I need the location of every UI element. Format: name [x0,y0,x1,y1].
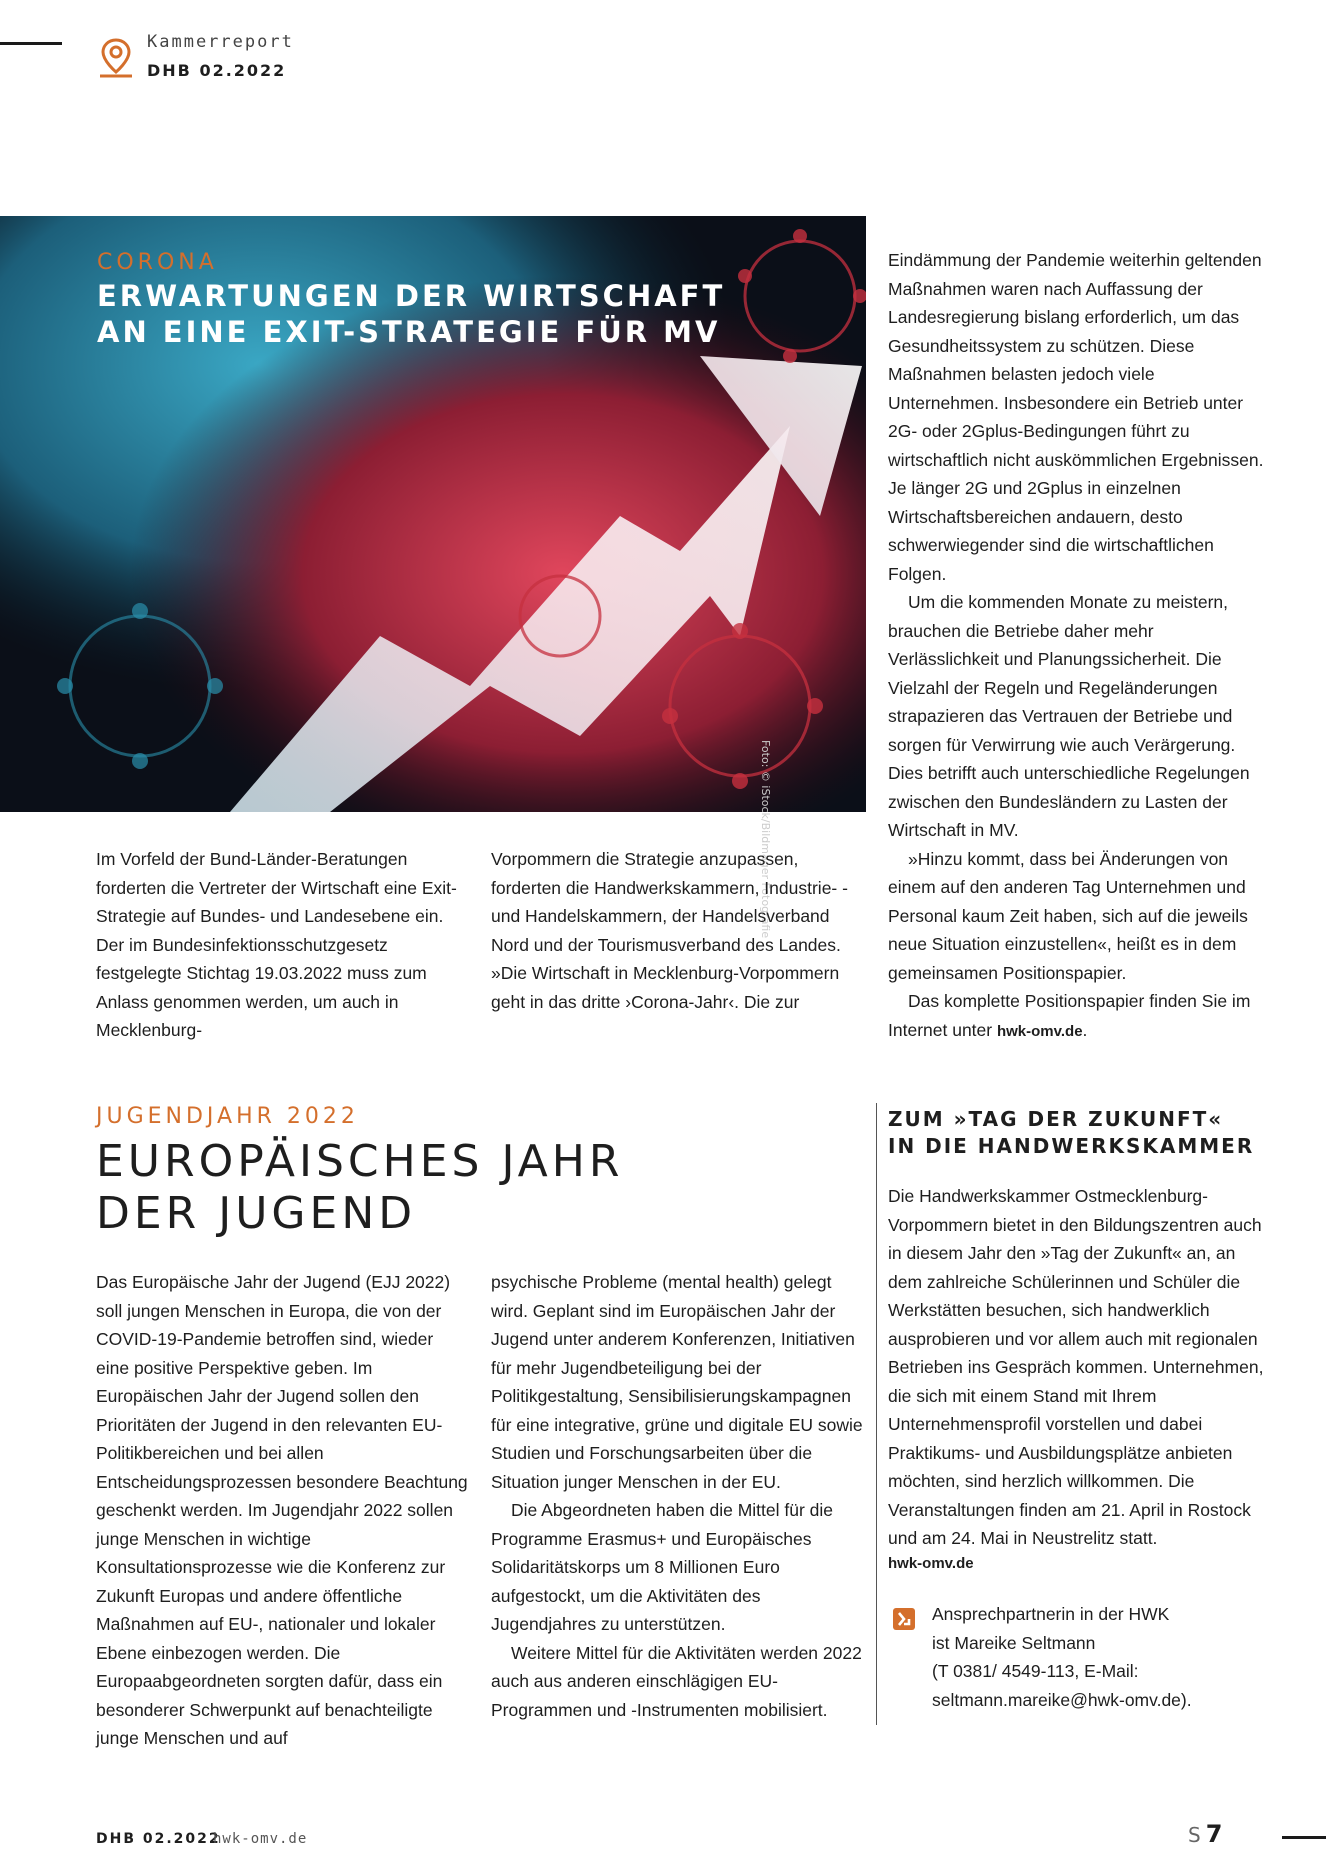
article2-headline-line2: DER JUGEND [96,1188,417,1239]
article2-kicker: JUGENDJAHR 2022 [96,1104,359,1129]
article1-headline-line1: ERWARTUNGEN DER WIRTSCHAFT [97,279,726,313]
article2-col2-p1: psychische Probleme (mental health) gelegt wird. Geplant sind im Europäischen Jahr der Jugend unter anderem Konferenzen, Initiativen für mehr Jugendbeteiligung bei der Politikgestaltung, Sensibilisierungskampagnen für eine integrative, grüne und digitale EU sowie Studien und Forschungsarbeiten über die Situation junger Menschen in der EU. [491,1272,863,1492]
article1-col1: Im Vorfeld der Bund-Länder-Beratungen forderten die Vertreter der Wirtschaft eine Exit-Strategie auf Bundes- und Landesebene ein. Der im Bundesinfektionsschutzgesetz festgelegte Stichtag 19.03.2022 muss zum Anlass genommen werden, um auch in Mecklenburg- [96,849,457,1040]
sidebar-link[interactable]: hwk-omv.de [888,1555,974,1572]
sidebar-contact-line3: (T 0381/ 4549-113, E-Mail: [932,1661,1139,1681]
article1-col3-p3: »Hinzu kommt, dass bei Änderungen von einem auf den anderen Tag Unternehmen und Personal kaum Zeit haben, sich auf die jeweils neue Situation einzustellen«, heißt es in dem gemeinsamen Positionspapier. [888,848,1248,983]
article1-col3-p4-text: Das komplette Positionspapier finden Sie im Internet unter [888,991,1251,1040]
sidebar-title-line2: IN DIE HANDWERKSKAMMER [888,1134,1255,1158]
sidebar-text: Die Handwerkskammer Ostmecklenburg-Vorpommern bietet in den Bildungszentren auch in diesem Jahr den »Tag der Zukunft« an, an dem zahlreiche Schülerinnen und Schüler die Werkstätten besuchen, sich handwerklich ausprobieren und vor allem auch mit regionalen Betrieben ins Gespräch kommen. Unternehmen, die sich mit einem Stand mit Ihrem Unternehmensprofil vorstellen und dabei Praktikums- und Ausbildungsplätze anbieten möchten, sind herzlich willkommen. Die Veranstaltungen finden am 21. April in Rostock und am 24. Mai in Neustrelitz statt. [888,1186,1264,1548]
footer-site[interactable]: hwk-omv.de [213,1831,308,1847]
article1-col3-p2: Um die kommenden Monate zu meistern, brauchen die Betriebe daher mehr Verlässlichkeit und Planungssicherheit. Die Vielzahl der Regeln und Regeländerungen strapazieren das Vertrauen der Betriebe und sorgen für Verwirrung wie auch Verärgerung. Dies betrifft auch unterschiedliche Regelungen zwischen den Bundesländern zu Lasten der Wirtschaft in MV. [888,592,1250,840]
article1-col3-p4 [888,987,1266,1046]
photo-credit: Foto: © iStock/Bildmager Fotografie [759,740,772,939]
article2-headline [96,1136,623,1240]
article1-col2: Vorpommern die Strategie anzupassen, forderten die Handwerkskammern, Industrie- -und Handelskammern, der Handelsverband Nord und der Tourismusverband des Landes. »Die Wirtschaft in Mecklenburg-Vorpommern geht in das dritte ›Corona-Jahr‹. Die zur [491,849,848,1012]
footer-rule-right [1282,1836,1326,1839]
article1-kicker: CORONA [97,250,218,275]
article2-col2 [491,1268,863,1724]
article2-col1: Das Europäische Jahr der Jugend (EJJ 2022) soll jungen Menschen in Europa, die von der COVID-19-Pandemie betroffen sind, wieder eine positive Perspektive geben. Im Europäischen Jahr der Jugend sollen den Prioritäten der Jugend in den relevanten EU-Politikbereichen und bei allen Entscheidungsprozessen besondere Beachtung geschenkt werden. Im Jugendjahr 2022 sollen junge Menschen in wichtige Konsultationsprozesse wie die Konferenz zur Zukunft Europas und andere öffentliche Maßnahmen auf EU-, nationaler und lokaler Ebene einbezogen werden. Die Europaabgeordneten sorgten dafür, dass ein besonderer Schwerpunkt auf benachteiligte junge Menschen und auf [96,1272,468,1748]
article2-headline-line1: EUROPÄISCHES JAHR [96,1136,624,1187]
footer-page-number: 7 [1205,1820,1223,1848]
header-issue: DHB 02.2022 [147,61,287,80]
footer-page-prefix: S [1188,1823,1201,1847]
article1-headline [97,278,725,350]
sidebar-contact-line2: ist Mareike Seltmann [932,1632,1096,1653]
article1-link[interactable]: hwk-omv.de [996,1022,1083,1040]
location-pin-icon [96,36,136,80]
sidebar-contact [932,1600,1272,1714]
arrow-box-icon [893,1608,915,1630]
sidebar-title [888,1106,1254,1160]
sidebar-contact-line1: Ansprechpartnerin in der HWK [932,1604,1170,1624]
header-rule-left [0,42,62,45]
header-section: Kammerreport [147,32,294,52]
sidebar-divider [876,1103,877,1725]
footer-page [1188,1820,1223,1848]
footer-issue: DHB 02.2022 [96,1831,221,1847]
article1-col3-p1: Eindämmung der Pandemie weiterhin geltenden Maßnahmen waren nach Auffassung der Landesregierung bislang erforderlich, um das Gesundheitssystem zu schützen. Diese Maßnahmen belasten jedoch viele Unternehmen. Insbesondere ein Betrieb unter 2G- oder 2Gplus-Bedingungen führt zu wirtschaftlich nicht auskömmlichen Ergebnissen. Je länger 2G und 2Gplus in einzelnen Wirtschaftsbereichen andauern, desto schwerwiegender sind die wirtschaftlichen Folgen. [888,250,1264,584]
article2-col2-p2: Die Abgeordneten haben die Mittel für die Programme Erasmus+ und Europäisches Solidaritätskorps um 8 Millionen Euro aufgestockt, um die Aktivitäten des Jugendjahres zu unterstützen. [491,1500,834,1634]
sidebar-title-line1: ZUM »TAG DER ZUKUNFT« [888,1107,1224,1131]
article2-col2-p3: Weitere Mittel für die Aktivitäten werden 2022 auch aus anderen einschlägigen EU-Programmen und -Instrumenten mobilisiert. [491,1642,862,1720]
article1-headline-line2: AN EINE EXIT-STRATEGIE FÜR MV [97,315,721,349]
article1-col3 [888,246,1266,1046]
sidebar-contact-line4[interactable]: seltmann.mareike@hwk-omv.de). [932,1689,1192,1710]
article1-col3-p4-end: . [1082,1019,1088,1040]
